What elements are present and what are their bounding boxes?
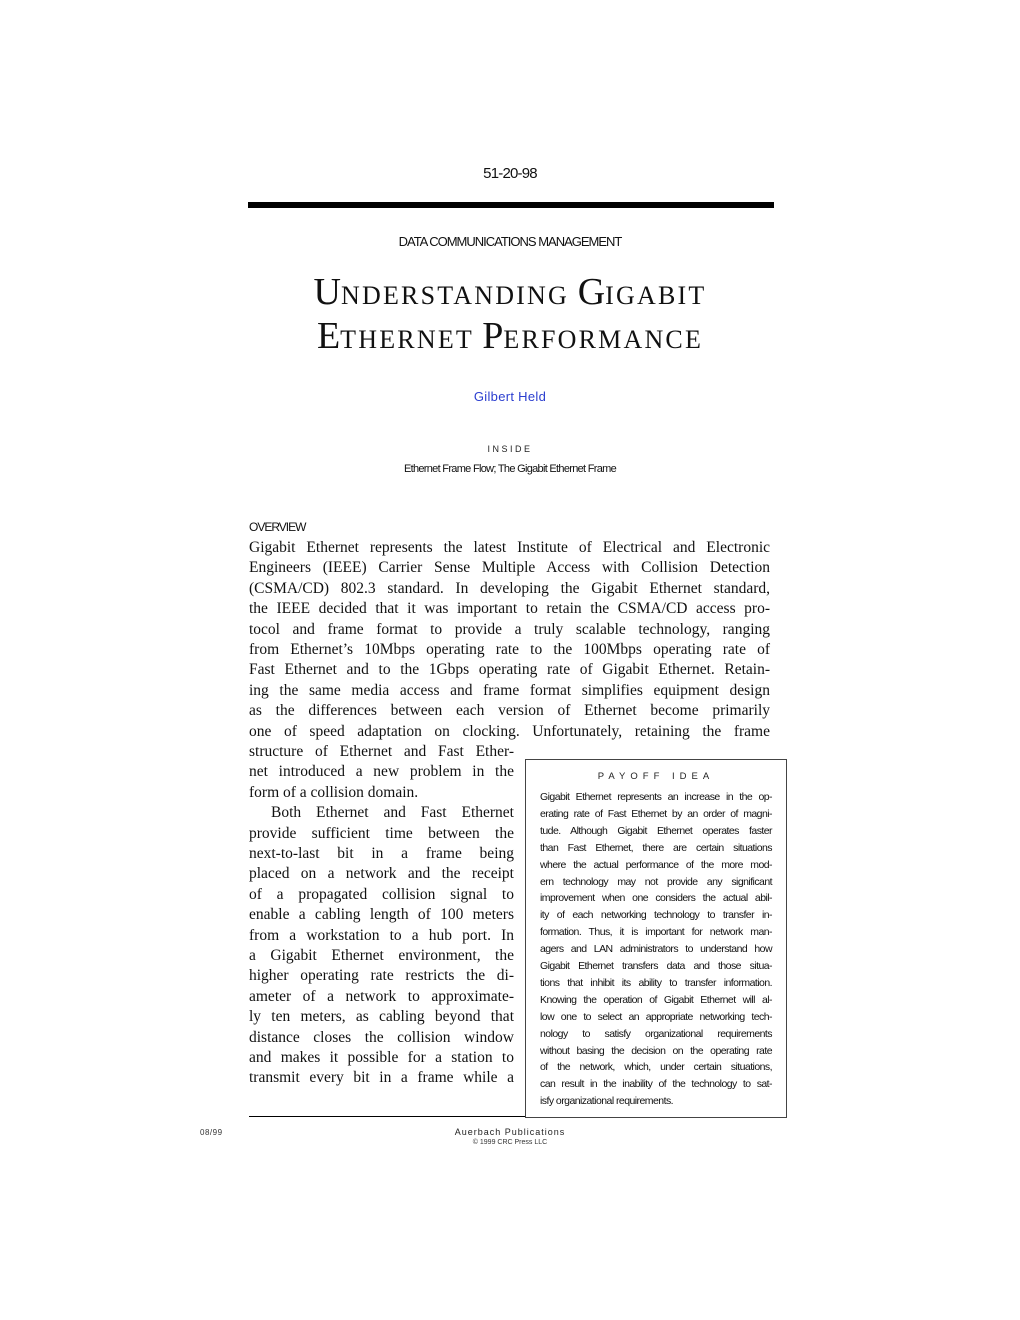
payoff-line: erating rate of Fast Ethernet by an order of magni-	[540, 807, 772, 820]
payoff-line: tude. Although Gigabit Ethernet operates faster	[540, 824, 772, 837]
author-name: Gilbert Held	[473, 389, 547, 404]
payoff-line: of the network, which, under certain situations,	[540, 1061, 772, 1074]
payoff-line: Gigabit Ethernet transfers data and those situa-	[540, 960, 772, 972]
body-line: enable a cabling length of 100 meters	[249, 906, 514, 924]
copyright: © 1999 CRC Press LLC	[472, 1139, 548, 1146]
body-line: ing the same media access and frame format simplifies equipment design	[249, 681, 770, 699]
inside-label: INSIDE	[487, 444, 533, 454]
body-line: as the differences between each version of Ethernet become primarily	[249, 702, 770, 720]
body-line: form of a collision domain.	[249, 783, 419, 801]
footer-rule	[249, 1116, 525, 1117]
document-number: 51-20-98	[483, 165, 537, 182]
body-line: transmit every bit in a frame while a	[249, 1069, 514, 1087]
title-word: NDERSTANDING	[341, 281, 578, 310]
body-line: tocol and frame format to provide a truly scalable technology, ranging	[249, 620, 770, 638]
body-line: net introduced a new problem in the	[249, 763, 514, 781]
body-line: Gigabit Ethernet represents the latest Institute of Electrical and Electronic	[249, 539, 770, 556]
payoff-line: can result in the inability of the technology to sat-	[540, 1078, 772, 1091]
title-initial: P	[482, 315, 504, 357]
body-line: Fast Ethernet and to the 1Gbps operating rate of Gigabit Ethernet. Retain-	[249, 661, 770, 679]
body-line: and makes it possible for a station to	[249, 1049, 514, 1066]
overview-heading: OVERVIEW	[249, 520, 306, 534]
title-word: ERFORMANCE	[503, 325, 704, 354]
payoff-line: agers and LAN administrators to understand how	[540, 943, 772, 956]
body-line: Both Ethernet and Fast Ethernet	[271, 804, 514, 822]
payoff-line: ern technology may not provide any significant	[540, 875, 772, 888]
body-line: ameter of a network to approximate-	[249, 987, 514, 1005]
payoff-line: low one to select an appropriate networking tech-	[540, 1010, 772, 1023]
body-line: placed on a network and the receipt	[249, 865, 514, 883]
article-title-line-1	[0, 270, 1020, 314]
title-initial: U	[313, 271, 341, 313]
body-line: ly ten meters, as cabling beyond that	[249, 1008, 514, 1026]
payoff-line: Gigabit Ethernet represents an increase in the op-	[540, 791, 772, 803]
body-line: structure of Ethernet and Fast Ether-	[249, 743, 514, 760]
title-word: IGABIT	[605, 281, 707, 310]
inside-topics: Ethernet Frame Flow; The Gigabit Ethernet Frame	[403, 463, 617, 475]
payoff-line: formation. Thus, it is important for network man-	[540, 926, 772, 939]
body-line: from Ethernet’s 10Mbps operating rate to the 100Mbps operating rate of	[249, 641, 770, 658]
payoff-line: Knowing the operation of Gigabit Ethernet will al-	[540, 993, 772, 1006]
article-title-line-2	[0, 314, 1020, 358]
payoff-line: tions that inhibit its ability to transfer information.	[540, 976, 772, 989]
body-line: Engineers (IEEE) Carrier Sense Multiple Access with Collision Detection	[249, 559, 770, 577]
body-line: the IEEE decided that it was important to retain the CSMA/CD access pro-	[249, 600, 770, 618]
series-title: DATA COMMUNICATIONS MANAGEMENT	[398, 234, 622, 249]
payoff-line: improvement when one considers the actual abil-	[540, 892, 772, 905]
payoff-idea-heading: PAYOFF IDEA	[597, 771, 715, 782]
body-line: next-to-last bit in a frame being	[249, 845, 514, 862]
body-line: provide sufficient time between the	[249, 824, 514, 842]
title-word: THERNET	[340, 325, 483, 354]
body-line: one of speed adaptation on clocking. Unfortunately, retaining the frame	[249, 722, 770, 740]
payoff-line: without basing the decision on the operating rate	[540, 1044, 772, 1057]
payoff-line: nology to satisfy organizational requirements	[540, 1027, 772, 1040]
body-line: from a workstation to a hub port. In	[249, 926, 514, 944]
publisher: Auerbach Publications	[454, 1127, 566, 1137]
top-rule	[248, 202, 774, 208]
body-line: (CSMA/CD) 802.3 standard. In developing the Gigabit Ethernet standard,	[249, 579, 770, 597]
payoff-line: than Fast Ethernet, there are certain situations	[540, 841, 772, 854]
title-initial: E	[316, 315, 341, 357]
title-initial: G	[577, 271, 606, 313]
body-line: higher operating rate restricts the di-	[249, 967, 514, 985]
payoff-line: ity of each networking technology to transfer in-	[540, 909, 772, 922]
body-line: distance closes the collision window	[249, 1028, 514, 1046]
issue-date: 08/99	[200, 1128, 223, 1137]
body-line: a Gigabit Ethernet environment, the	[249, 947, 514, 964]
body-line: of a propagated collision signal to	[249, 885, 514, 903]
payoff-line: isfy organizational requirements.	[540, 1095, 674, 1108]
payoff-line: where the actual performance of the more mod-	[540, 858, 772, 871]
